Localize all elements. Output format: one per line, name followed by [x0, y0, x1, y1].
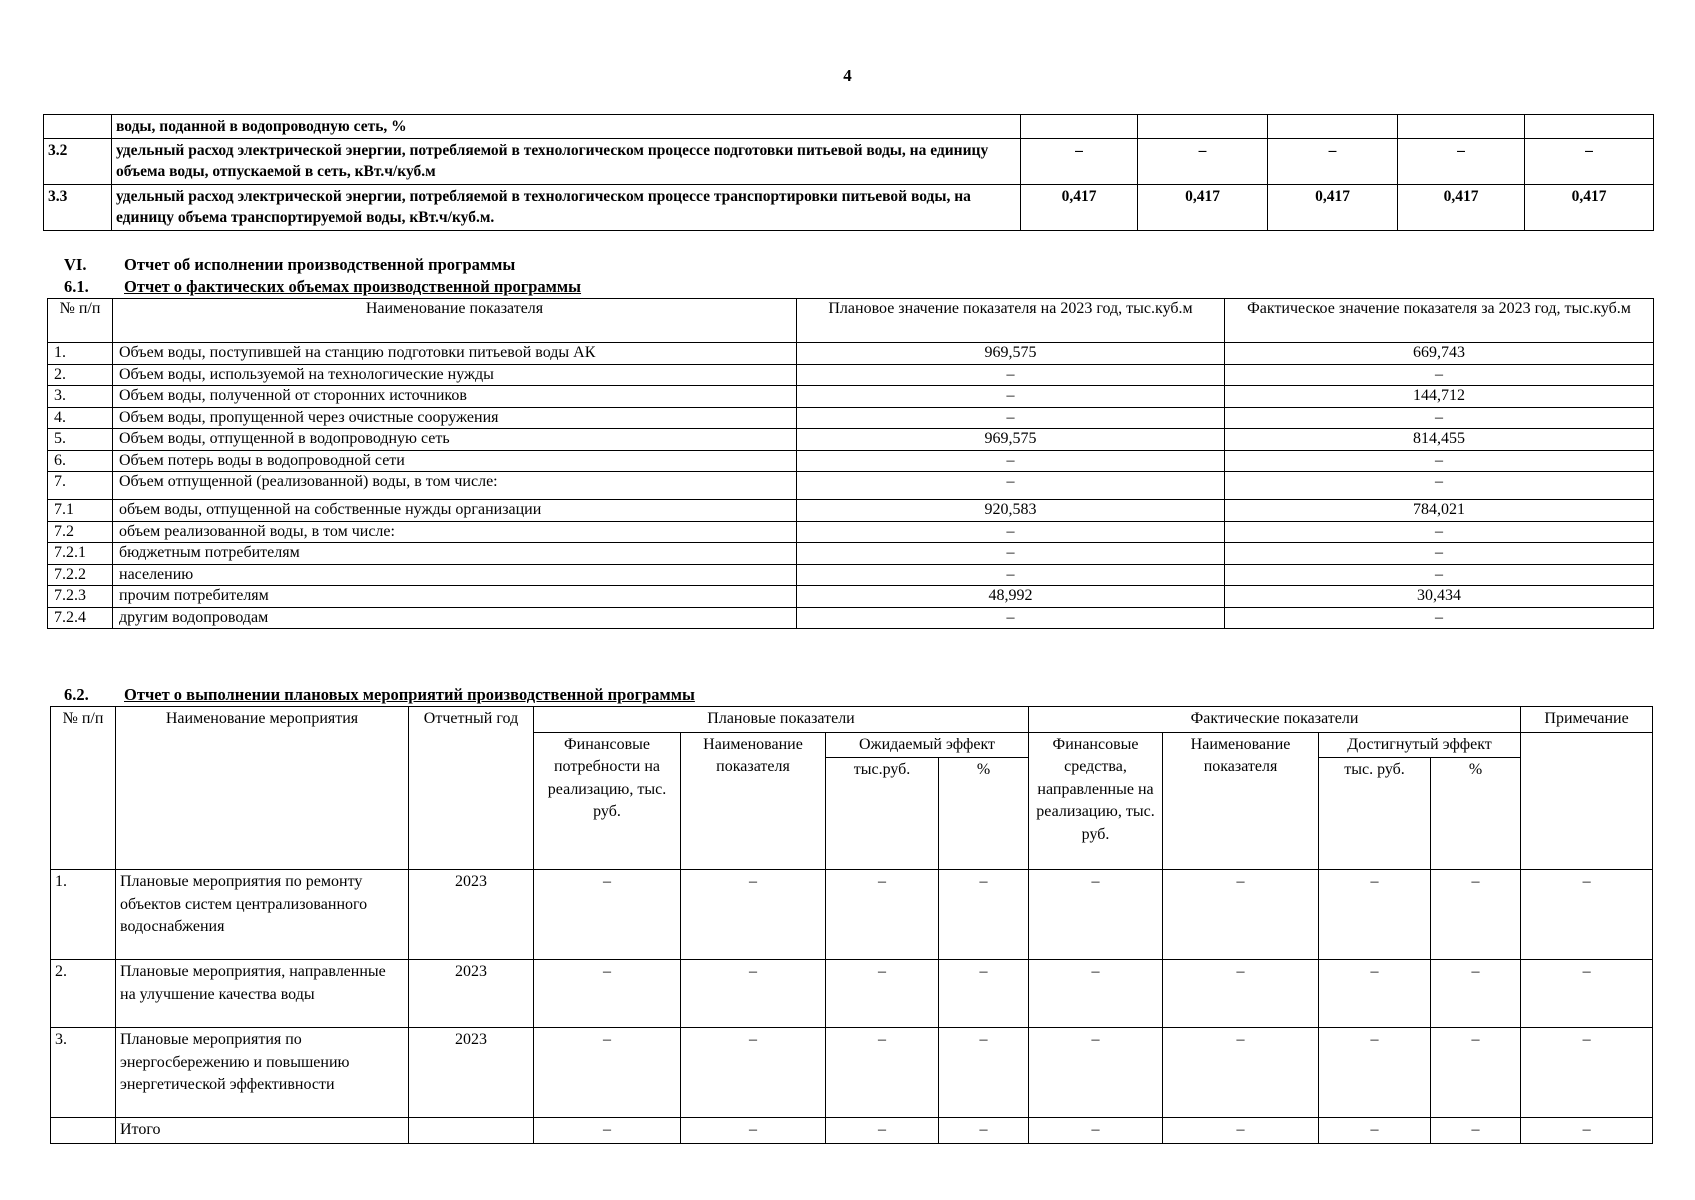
col-header-plan-effect: Ожидаемый эффект: [826, 732, 1029, 758]
row-number: [44, 115, 112, 139]
row-plan: –: [797, 543, 1225, 565]
row-value: –: [1521, 1028, 1653, 1118]
table-row: [48, 364, 1654, 386]
row-fact: –: [1225, 407, 1654, 429]
row-value: 0,417: [1138, 185, 1268, 231]
row-value: –: [1525, 139, 1654, 185]
row-name: другим водопроводам: [113, 607, 797, 629]
production-volumes-table: [47, 298, 1654, 629]
row-number: 1.: [48, 343, 113, 365]
row-value: –: [1319, 870, 1431, 960]
row-value: –: [1521, 1118, 1653, 1144]
row-fact: 814,455: [1225, 429, 1654, 451]
row-value: –: [534, 870, 681, 960]
col-header-plan-rub: тыс.руб.: [826, 758, 939, 870]
row-number: 7.2.4: [48, 607, 113, 629]
section-heading-6-1: [64, 276, 581, 298]
row-plan: 48,992: [797, 586, 1225, 608]
table-row: [48, 564, 1654, 586]
col-header-name: Наименование показателя: [113, 299, 797, 343]
row-plan: 969,575: [797, 429, 1225, 451]
table-row: [48, 407, 1654, 429]
row-value: –: [826, 960, 939, 1028]
col-group-fact: Фактические показатели: [1029, 707, 1521, 733]
row-year: [409, 1118, 534, 1144]
row-plan: –: [797, 607, 1225, 629]
row-value: 0,417: [1398, 185, 1525, 231]
row-value: –: [1319, 960, 1431, 1028]
table-row: [44, 115, 1654, 139]
row-fact: –: [1225, 364, 1654, 386]
row-value: –: [1268, 139, 1398, 185]
row-number: 7.2: [48, 521, 113, 543]
table-row: [48, 386, 1654, 408]
planned-activities-table: [50, 706, 1653, 1144]
row-fact: –: [1225, 607, 1654, 629]
col-header-note: Примечание: [1521, 707, 1653, 733]
table-row: [48, 429, 1654, 451]
table-row-total: [51, 1118, 1653, 1144]
row-plan: –: [797, 407, 1225, 429]
row-value: –: [826, 1028, 939, 1118]
row-value: –: [826, 870, 939, 960]
row-name: Объем воды, поступившей на станцию подготовки питьевой воды АК: [113, 343, 797, 365]
col-header-fact-indicator: Наименование показателя: [1163, 732, 1319, 870]
col-header-plan-indicator: Наименование показателя: [681, 732, 826, 870]
row-value: –: [1431, 1028, 1521, 1118]
row-value: –: [681, 870, 826, 960]
row-name: бюджетным потребителям: [113, 543, 797, 565]
row-value: –: [826, 1118, 939, 1144]
row-name: Объем воды, отпущенной в водопроводную сеть: [113, 429, 797, 451]
row-value: [1398, 115, 1525, 139]
row-value: [1138, 115, 1268, 139]
row-value: –: [939, 1028, 1029, 1118]
row-plan: –: [797, 472, 1225, 500]
col-group-plan: Плановые показатели: [534, 707, 1029, 733]
section-title: Отчет о фактических объемах производственной программы: [124, 277, 582, 296]
col-header-plan-financing: Финансовые потребности на реализацию, тыс. руб.: [534, 732, 681, 870]
col-header-number: № п/п: [51, 707, 116, 870]
row-value: –: [1431, 1118, 1521, 1144]
row-value: –: [534, 1118, 681, 1144]
col-header-fact-rub: тыс. руб.: [1319, 758, 1431, 870]
row-name: прочим потребителям: [113, 586, 797, 608]
row-name: Объем потерь воды в водопроводной сети: [113, 450, 797, 472]
table-row: [51, 1028, 1653, 1118]
section-heading-6-2: [64, 684, 695, 706]
row-value: –: [1029, 1028, 1163, 1118]
row-value: –: [681, 1118, 826, 1144]
row-fact: –: [1225, 521, 1654, 543]
row-value: [1021, 115, 1138, 139]
row-number: 3.2: [44, 139, 112, 185]
row-name: Плановые мероприятия по ремонту объектов систем централизованного водоснабжения: [116, 870, 409, 960]
section-heading-vi: [64, 254, 515, 276]
col-header-plan: Плановое значение показателя на 2023 год, тыс.куб.м: [797, 299, 1225, 343]
col-header-note-blank: [1521, 732, 1653, 870]
table-row: [48, 586, 1654, 608]
row-plan: –: [797, 521, 1225, 543]
row-value: –: [1029, 870, 1163, 960]
col-header-fact-financing: Финансовые средства, направленные на реализацию, тыс. руб.: [1029, 732, 1163, 870]
section-number: 6.1.: [64, 277, 89, 296]
row-fact: 669,743: [1225, 343, 1654, 365]
section-number: 6.2.: [64, 685, 89, 704]
row-fact: –: [1225, 543, 1654, 565]
table-row: [48, 500, 1654, 522]
row-text: воды, поданной в водопроводную сеть, %: [112, 115, 1021, 139]
row-value: –: [534, 1028, 681, 1118]
row-value: –: [1163, 1028, 1319, 1118]
row-value: 0,417: [1021, 185, 1138, 231]
row-fact: –: [1225, 472, 1654, 500]
row-name: Объем воды, полученной от сторонних источников: [113, 386, 797, 408]
row-name: населению: [113, 564, 797, 586]
row-number: 1.: [51, 870, 116, 960]
row-plan: –: [797, 564, 1225, 586]
row-plan: 920,583: [797, 500, 1225, 522]
row-value: –: [1163, 870, 1319, 960]
row-plan: –: [797, 364, 1225, 386]
row-text: удельный расход электрической энергии, потребляемой в технологическом процессе подготовки питьевой воды, на единицу объема воды, отпускаемой в сеть, кВт.ч/куб.м: [112, 139, 1021, 185]
row-value: [1525, 115, 1654, 139]
row-value: –: [1521, 870, 1653, 960]
row-value: –: [1431, 870, 1521, 960]
table-row: [48, 472, 1654, 500]
row-number: 6.: [48, 450, 113, 472]
row-fact: –: [1225, 450, 1654, 472]
table-row: [48, 450, 1654, 472]
row-year: 2023: [409, 870, 534, 960]
table-row: [51, 870, 1653, 960]
col-header-fact-pct: %: [1431, 758, 1521, 870]
row-plan: –: [797, 386, 1225, 408]
row-value: 0,417: [1268, 185, 1398, 231]
row-text: удельный расход электрической энергии, потребляемой в технологическом процессе транспортировки питьевой воды, на единицу объема транспортируемой воды, кВт.ч/куб.м.: [112, 185, 1021, 231]
col-header-number: № п/п: [48, 299, 113, 343]
table-row: [48, 543, 1654, 565]
row-value: –: [1431, 960, 1521, 1028]
section-title: Отчет об исполнении производственной программы: [124, 255, 516, 274]
table-row: [51, 960, 1653, 1028]
col-header-year: Отчетный год: [409, 707, 534, 870]
row-value: –: [1163, 1118, 1319, 1144]
row-year: 2023: [409, 960, 534, 1028]
col-header-fact: Фактическое значение показателя за 2023 год, тыс.куб.м: [1225, 299, 1654, 343]
table-row: [44, 185, 1654, 231]
row-name: Плановые мероприятия, направленные на улучшение качества воды: [116, 960, 409, 1028]
row-value: –: [534, 960, 681, 1028]
table-header-row: [51, 707, 1653, 733]
row-plan: 969,575: [797, 343, 1225, 365]
table-header-row: [48, 299, 1654, 343]
row-number: 2.: [51, 960, 116, 1028]
page-number: 4: [843, 66, 852, 85]
row-name: Плановые мероприятия по энергосбережению и повышению энергетической эффективности: [116, 1028, 409, 1118]
row-value: –: [1029, 960, 1163, 1028]
row-name: объем реализованной воды, в том числе:: [113, 521, 797, 543]
row-fact: 784,021: [1225, 500, 1654, 522]
row-value: –: [1138, 139, 1268, 185]
row-number: 3.: [48, 386, 113, 408]
row-number: 3.3: [44, 185, 112, 231]
row-number: 7.2.3: [48, 586, 113, 608]
row-value: –: [1029, 1118, 1163, 1144]
indicators-table: [43, 114, 1654, 231]
row-value: 0,417: [1525, 185, 1654, 231]
row-number: 7.2.1: [48, 543, 113, 565]
row-value: –: [1163, 960, 1319, 1028]
row-fact: 144,712: [1225, 386, 1654, 408]
table-row: [48, 521, 1654, 543]
row-name: Объем отпущенной (реализованной) воды, в том числе:: [113, 472, 797, 500]
col-header-name: Наименование мероприятия: [116, 707, 409, 870]
row-name: Объем воды, используемой на технологические нужды: [113, 364, 797, 386]
row-year: 2023: [409, 1028, 534, 1118]
row-value: –: [1521, 960, 1653, 1028]
row-value: [1268, 115, 1398, 139]
row-number: 3.: [51, 1028, 116, 1118]
row-value: –: [1398, 139, 1525, 185]
row-value: –: [1319, 1118, 1431, 1144]
row-fact: 30,434: [1225, 586, 1654, 608]
row-number: 7.1: [48, 500, 113, 522]
row-value: –: [939, 870, 1029, 960]
row-name: Итого: [116, 1118, 409, 1144]
row-number: 7.: [48, 472, 113, 500]
row-value: –: [1319, 1028, 1431, 1118]
row-value: –: [939, 1118, 1029, 1144]
table-row: [48, 607, 1654, 629]
col-header-plan-pct: %: [939, 758, 1029, 870]
row-plan: –: [797, 450, 1225, 472]
row-value: –: [681, 960, 826, 1028]
row-name: объем воды, отпущенной на собственные нужды организации: [113, 500, 797, 522]
row-number: [51, 1118, 116, 1144]
row-value: –: [939, 960, 1029, 1028]
row-value: –: [1021, 139, 1138, 185]
row-number: 5.: [48, 429, 113, 451]
row-value: –: [681, 1028, 826, 1118]
table-row: [48, 343, 1654, 365]
table-row: [44, 139, 1654, 185]
row-number: 2.: [48, 364, 113, 386]
row-fact: –: [1225, 564, 1654, 586]
section-number: VI.: [64, 255, 87, 274]
section-title: Отчет о выполнении плановых мероприятий производственной программы: [124, 685, 695, 704]
row-number: 7.2.2: [48, 564, 113, 586]
row-name: Объем воды, пропущенной через очистные сооружения: [113, 407, 797, 429]
row-number: 4.: [48, 407, 113, 429]
col-header-fact-effect: Достигнутый эффект: [1319, 732, 1521, 758]
